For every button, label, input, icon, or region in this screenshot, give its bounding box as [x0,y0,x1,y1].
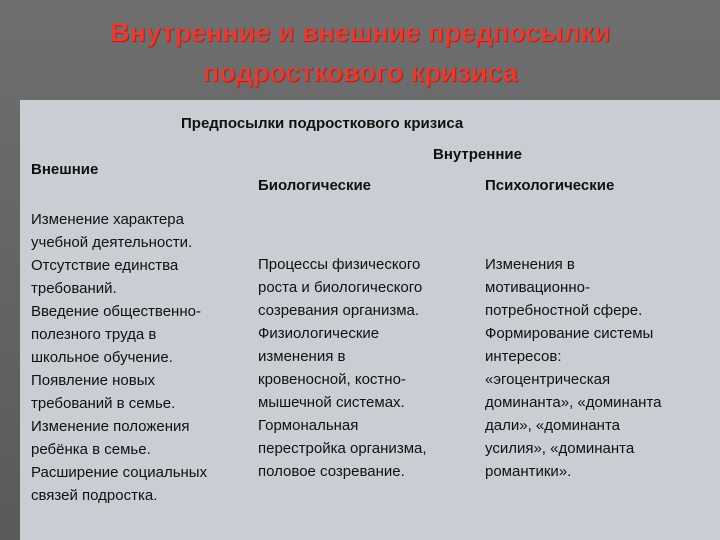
list-item: роста и биологического [258,279,423,296]
prerequisites-table [20,100,720,540]
list-item: учебной деятельности. [31,234,193,251]
list-item: Введение общественно- [31,303,201,320]
list-item: Изменения в [485,256,575,273]
internal-header: Внутренние [433,146,522,163]
list-item: мотивационно- [485,279,590,296]
list-item: дали», «доминанта [485,417,620,434]
list-item: потребностной сфере. [485,302,643,319]
table-heading: Предпосылки подросткового кризиса [181,115,464,132]
slide-title [20,12,700,92]
list-item: Изменение положения [31,418,190,435]
list-item: мышечной системах. [258,394,405,411]
list-item: перестройка организма, [258,440,427,457]
list-item: Формирование системы [485,325,654,342]
list-item: половое созревание. [258,463,405,480]
slide-title-line-1: Внутренние и внешние предпосылки [109,17,611,47]
list-item: Физиологические [258,325,380,342]
list-item: Гормональная [258,417,359,434]
list-item: требований в семье. [31,395,176,412]
list-item: Появление новых [31,372,156,389]
external-factors-list [31,208,207,507]
list-item: изменения в [258,348,346,365]
biological-factors-list [258,253,427,483]
list-item: кровеносной, костно- [258,371,406,388]
list-item: Расширение социальных [31,464,208,481]
list-item: Изменение характера [31,211,184,228]
slide-title-line-2: подросткового кризиса [202,57,518,87]
list-item: романтики». [485,463,572,480]
list-item: ребёнка в семье. [31,441,151,458]
list-item: школьное обучение. [31,349,173,366]
list-item: интересов: [485,348,562,365]
psychological-factors-list [485,253,662,483]
psychological-header: Психологические [485,177,615,194]
list-item: требований. [31,280,117,297]
list-item: созревания организма. [258,302,420,319]
list-item: Отсутствие единства [31,257,179,274]
list-item: доминанта», «доминанта [485,394,662,411]
external-header: Внешние [31,161,99,178]
list-item: Процессы физического [258,256,421,273]
list-item: полезного труда в [31,326,157,343]
biological-header: Биологические [258,177,372,194]
list-item: связей подростка. [31,487,158,504]
list-item: усилия», «доминанта [485,440,635,457]
list-item: «эгоцентрическая [485,371,611,388]
